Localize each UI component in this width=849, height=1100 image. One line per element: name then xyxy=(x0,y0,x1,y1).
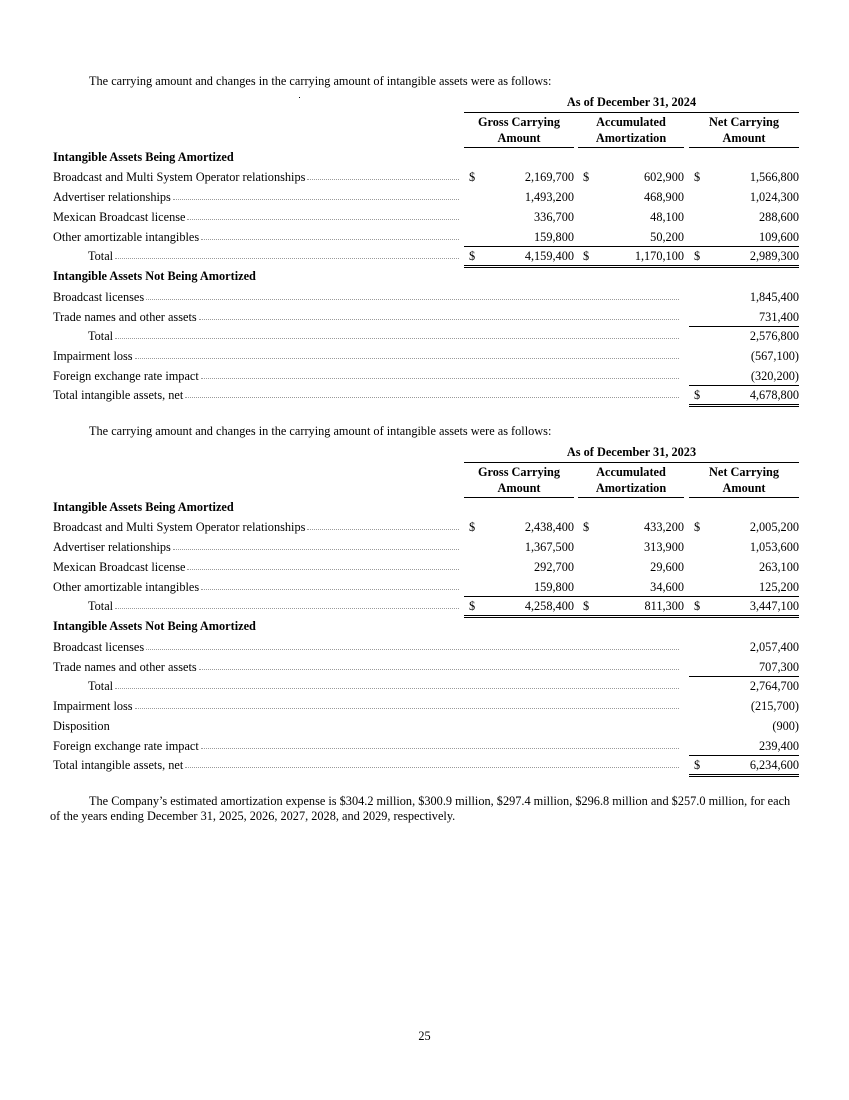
table-row: Broadcast and Multi System Operator relationships $ 2,438,400 $ 433,200 $ 2,005,200 xyxy=(53,520,799,534)
table-row: Impairment loss (567,100) xyxy=(53,349,799,363)
subtotal-rule xyxy=(464,596,799,597)
col-header-net: Net Carrying Amount xyxy=(689,464,799,496)
header-rule xyxy=(464,112,799,113)
table-row: Other amortizable intangibles 159,800 50,200 109,600 xyxy=(53,230,799,244)
table-row: Advertiser relationships 1,367,500 313,900 1,053,600 xyxy=(53,540,799,554)
intro-text: The carrying amount and changes in the carrying amount of intangible assets were as follows: xyxy=(89,74,552,88)
section-heading: Intangible Assets Not Being Amortized xyxy=(53,269,256,283)
col-header-accumulated: Accumulated Amortization xyxy=(578,464,684,496)
table-row: Trade names and other assets 707,300 xyxy=(53,660,799,674)
table-title: As of December 31, 2023 xyxy=(566,445,697,459)
section-heading: Intangible Assets Being Amortized xyxy=(53,150,234,164)
total-double-rule xyxy=(689,404,799,407)
total-double-rule xyxy=(689,774,799,777)
table-row: Foreign exchange rate impact (320,200) xyxy=(53,369,799,383)
table-row: Foreign exchange rate impact 239,400 xyxy=(53,739,799,753)
subtotal-rule xyxy=(689,385,799,386)
subtotal-rule xyxy=(689,676,799,677)
table-row: Disposition (900) xyxy=(53,719,799,733)
subtotal-rule xyxy=(464,246,799,247)
col-header-accumulated: Accumulated Amortization xyxy=(578,114,684,146)
total-row: Total 2,576,800 xyxy=(88,329,799,343)
table-row: Broadcast licenses 2,057,400 xyxy=(53,640,799,654)
table-row: Other amortizable intangibles 159,800 34,600 125,200 xyxy=(53,580,799,594)
intro-text: The carrying amount and changes in the carrying amount of intangible assets were as follows: xyxy=(89,424,552,438)
total-double-rule xyxy=(464,265,799,268)
table-title: As of December 31, 2024 xyxy=(566,95,697,109)
table-row: Advertiser relationships 1,493,200 468,900 1,024,300 xyxy=(53,190,799,204)
subtotal-rule xyxy=(689,326,799,327)
col-header-net: Net Carrying Amount xyxy=(689,114,799,146)
intangibles-table-2023 xyxy=(53,446,799,776)
table-row: Mexican Broadcast license 292,700 29,600 263,100 xyxy=(53,560,799,574)
intangibles-table-2024 xyxy=(53,96,799,406)
col-header-gross: Gross Carrying Amount xyxy=(464,114,574,146)
header-rule xyxy=(464,462,799,463)
grand-total-row: Total intangible assets, net $ 6,234,600 xyxy=(53,758,799,772)
total-row: Total 2,764,700 xyxy=(88,679,799,693)
grand-total-row: Total intangible assets, net $ 4,678,800 xyxy=(53,388,799,402)
col-header-gross: Gross Carrying Amount xyxy=(464,464,574,496)
total-row: Total $ 4,258,400 $ 811,300 $ 3,447,100 xyxy=(88,599,799,613)
amortization-expense-paragraph: The Company’s estimated amortization expense is $304.2 million, $300.9 million, $297.4 million, $296.8 million and $257.0 million, for each of the years ending December 31, 2025, 2026, 2027, 2028, and 2029, respectively. xyxy=(50,794,791,823)
table-row: Broadcast licenses 1,845,400 xyxy=(53,290,799,304)
section-heading: Intangible Assets Being Amortized xyxy=(53,500,234,514)
table-row: Impairment loss (215,700) xyxy=(53,699,799,713)
table-row: Trade names and other assets 731,400 xyxy=(53,310,799,324)
total-row: Total $ 4,159,400 $ 1,170,100 $ 2,989,300 xyxy=(88,249,799,263)
table-row: Broadcast and Multi System Operator relationships $ 2,169,700 $ 602,900 $ 1,566,800 xyxy=(53,170,799,184)
subtotal-rule xyxy=(689,755,799,756)
table-row: Mexican Broadcast license 336,700 48,100 288,600 xyxy=(53,210,799,224)
total-double-rule xyxy=(464,615,799,618)
section-heading: Intangible Assets Not Being Amortized xyxy=(53,619,256,633)
page-number: 25 xyxy=(418,1029,431,1043)
